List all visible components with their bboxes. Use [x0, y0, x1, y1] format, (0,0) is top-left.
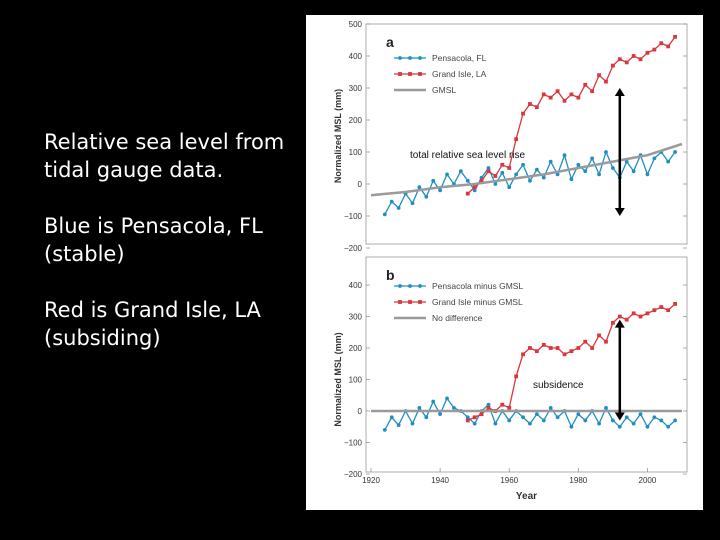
panel-a-point-pensacola-fl [507, 185, 511, 189]
panel-a-ytick-label: 400 [348, 52, 362, 61]
panel-b-annotation: subsidence [533, 380, 584, 391]
panel-a-legend-label-grand-isle-la: Grand Isle, LA [432, 69, 487, 79]
panel-a-point-pensacola-fl [549, 160, 553, 164]
panel-b-legend-marker [398, 284, 402, 288]
panel-a-point-grand-isle-la [521, 112, 525, 116]
panel-b-point-pensacola-minus-gmsl [666, 425, 670, 429]
panel-b-ytick-label: 300 [348, 312, 362, 322]
panel-b-point-pensacola-minus-gmsl [535, 412, 539, 416]
panel-b-point-pensacola-minus-gmsl [625, 415, 629, 419]
panel-a-legend-label-gmsl: GMSL [432, 85, 457, 95]
panel-b-point-grand-isle-minus-gmsl [583, 340, 587, 344]
panel-b-point-grand-isle-minus-gmsl [673, 302, 677, 306]
panel-b-point-pensacola-minus-gmsl [383, 428, 387, 432]
panel-a-point-grand-isle-la [632, 54, 636, 58]
panel-b-point-grand-isle-minus-gmsl [514, 374, 518, 378]
panel-a-point-pensacola-fl [646, 173, 650, 177]
panel-b-point-grand-isle-minus-gmsl [652, 308, 656, 312]
panel-a-point-grand-isle-la [514, 137, 518, 141]
panel-b-legend-marker [408, 300, 412, 304]
panel-a-point-pensacola-fl [466, 179, 470, 183]
panel-a-point-grand-isle-la [666, 45, 670, 49]
panel-a-legend-marker [418, 56, 422, 60]
panel-a-ytick-label: −100 [343, 212, 362, 221]
panel-b-point-pensacola-minus-gmsl [604, 406, 608, 410]
panel-a-legend-marker [418, 72, 422, 76]
panel-b-arrow-head-down [615, 412, 625, 420]
panel-a-point-pensacola-fl [563, 153, 567, 157]
panel-b-point-grand-isle-minus-gmsl [570, 349, 574, 353]
panel-b-point-grand-isle-minus-gmsl [590, 346, 594, 350]
panel-b-point-pensacola-minus-gmsl [659, 419, 663, 423]
panel-a-point-pensacola-fl [438, 189, 442, 193]
panel-b-letter: b [386, 267, 395, 283]
panel-b-point-grand-isle-minus-gmsl [535, 349, 539, 353]
bullet-pensacola: Blue is Pensacola, FL (stable) [44, 214, 263, 266]
panel-b-point-pensacola-minus-gmsl [507, 419, 511, 423]
panel-b-legend-marker [398, 300, 402, 304]
panel-a-point-grand-isle-la [570, 93, 574, 97]
panel-a-point-pensacola-fl [383, 213, 387, 217]
panel-b-point-grand-isle-minus-gmsl [521, 352, 525, 356]
panel-a-point-grand-isle-la [618, 57, 622, 61]
panel-a-point-grand-isle-la [473, 185, 477, 189]
panel-a-point-pensacola-fl [652, 157, 656, 161]
panel-b-point-pensacola-minus-gmsl [452, 406, 456, 410]
panel-b-point-grand-isle-minus-gmsl [597, 334, 601, 338]
panel-b-legend-marker [418, 284, 422, 288]
panel-b-point-grand-isle-minus-gmsl [576, 346, 580, 350]
panel-a-ytick-label: 100 [348, 148, 362, 157]
panel-a-point-grand-isle-la [590, 89, 594, 93]
panel-a-point-pensacola-fl [431, 179, 435, 183]
panel-b-point-grand-isle-minus-gmsl [625, 318, 629, 322]
panel-a-point-pensacola-fl [514, 173, 518, 177]
panel-a-point-pensacola-fl [590, 157, 594, 161]
panel-a-point-grand-isle-la [597, 73, 601, 77]
panel-b-point-pensacola-minus-gmsl [445, 397, 449, 401]
panel-a-point-grand-isle-la [507, 166, 511, 170]
panel-a-point-pensacola-fl [459, 169, 463, 173]
panel-a-point-grand-isle-la [542, 93, 546, 97]
panel-b-xtick-label: 2000 [638, 476, 657, 485]
panel-a-point-grand-isle-la [583, 83, 587, 87]
panel-b-legend-label-no-difference: No difference [432, 313, 483, 323]
slide-text [44, 128, 289, 380]
panel-a-point-grand-isle-la [673, 35, 677, 39]
panel-b-ytick-label: −100 [343, 438, 362, 448]
panel-a-ytick-label: 200 [348, 116, 362, 125]
panel-b-point-pensacola-minus-gmsl [424, 415, 428, 419]
panel-b-point-pensacola-minus-gmsl [473, 422, 477, 426]
panel-a-legend-label-pensacola-fl: Pensacola, FL [432, 53, 487, 63]
panel-a-point-grand-isle-la [604, 80, 608, 84]
panel-b-point-grand-isle-minus-gmsl [473, 415, 477, 419]
panel-a-ytick-label: 0 [357, 180, 362, 189]
panel-a-arrow-head-down [615, 208, 625, 216]
panel-b-ytick-label: −200 [343, 470, 362, 479]
panel-b-xtick-label: 1940 [431, 476, 450, 485]
bullet-intro: Relative sea level from tidal gauge data. [44, 130, 285, 182]
panel-a-point-pensacola-fl [535, 168, 539, 172]
panel-b-point-grand-isle-minus-gmsl [480, 412, 484, 416]
panel-b-point-pensacola-minus-gmsl [652, 415, 656, 419]
panel-a-point-pensacola-fl [542, 176, 546, 180]
panel-a-point-pensacola-fl [570, 177, 574, 181]
panel-a-point-grand-isle-la [652, 48, 656, 52]
panel-a-point-pensacola-fl [576, 163, 580, 167]
panel-b-series-grand-isle-minus-gmsl-line [468, 304, 675, 421]
panel-b-point-grand-isle-minus-gmsl [466, 419, 470, 423]
panel-a-ytick-label: −200 [343, 244, 362, 253]
panel-b-point-grand-isle-minus-gmsl [618, 315, 622, 319]
panel-a-legend-marker [398, 56, 402, 60]
panel-b-legend-marker [418, 300, 422, 304]
panel-a-point-pensacola-fl [604, 150, 608, 154]
panel-b-point-pensacola-minus-gmsl [411, 422, 415, 426]
panel-b-frame [366, 257, 687, 472]
panel-b-point-grand-isle-minus-gmsl [542, 343, 546, 347]
panel-b-point-pensacola-minus-gmsl [618, 425, 622, 429]
panel-b-point-grand-isle-minus-gmsl [487, 406, 491, 410]
panel-b-point-pensacola-minus-gmsl [597, 422, 601, 426]
panel-b-legend-label-pensacola-minus-gmsl: Pensacola minus GMSL [432, 281, 524, 291]
panel-a-ytick-label: 500 [348, 20, 362, 29]
panel-a-point-pensacola-fl [424, 195, 428, 199]
sea-level-figure [306, 15, 703, 510]
panel-a-point-grand-isle-la [528, 102, 532, 106]
panel-b-ytick-label: 0 [357, 407, 362, 416]
panel-b-xtick-label: 1960 [500, 476, 519, 485]
panel-b-ytick-label: 200 [348, 344, 362, 353]
panel-a-point-pensacola-fl [397, 206, 401, 210]
panel-a-point-grand-isle-la [466, 192, 470, 196]
panel-b-ytick-label: 100 [348, 375, 362, 385]
panel-a-point-grand-isle-la [487, 169, 491, 173]
panel-b-point-pensacola-minus-gmsl [494, 422, 498, 426]
panel-a-ytick-label: 300 [348, 84, 362, 93]
panel-b-point-pensacola-minus-gmsl [632, 422, 636, 426]
figure-svg [306, 15, 703, 510]
panel-b-xtick-label: 1980 [569, 476, 588, 485]
bullet-grand-isle: Red is Grand Isle, LA (subsiding) [44, 298, 261, 350]
panel-b-point-grand-isle-minus-gmsl [563, 352, 567, 356]
panel-a-point-pensacola-fl [611, 166, 615, 170]
panel-b-xtick-label: 1920 [362, 476, 380, 485]
panel-b-legend-label-grand-isle-minus-gmsl: Grand Isle minus GMSL [432, 297, 523, 307]
panel-a-point-pensacola-fl [390, 200, 394, 204]
panel-b-arrow-head-up [615, 320, 625, 328]
panel-a-letter: a [386, 34, 394, 50]
panel-b-point-pensacola-minus-gmsl [542, 419, 546, 423]
panel-b-point-pensacola-minus-gmsl [549, 406, 553, 410]
panel-a-point-pensacola-fl [445, 173, 449, 177]
panel-a-point-grand-isle-la [576, 96, 580, 100]
panel-a-point-pensacola-fl [673, 150, 677, 154]
panel-b-point-grand-isle-minus-gmsl [639, 315, 643, 319]
panel-a-point-grand-isle-la [494, 174, 498, 178]
panel-b-point-pensacola-minus-gmsl [576, 412, 580, 416]
panel-a-point-grand-isle-la [659, 41, 663, 45]
panel-a-point-pensacola-fl [500, 171, 504, 175]
panel-b-point-pensacola-minus-gmsl [528, 422, 532, 426]
panel-b-point-pensacola-minus-gmsl [673, 419, 677, 423]
panel-a-point-grand-isle-la [611, 64, 615, 68]
panel-b-point-grand-isle-minus-gmsl [500, 403, 504, 407]
panel-a-annotation: total relative sea level rise [410, 150, 526, 161]
panel-b-point-grand-isle-minus-gmsl [604, 340, 608, 344]
panel-a-point-grand-isle-la [556, 89, 560, 93]
panel-b-ytick-label: 400 [348, 281, 362, 290]
panel-a-legend-marker [408, 72, 412, 76]
panel-a-point-pensacola-fl [583, 169, 587, 173]
panel-b-point-pensacola-minus-gmsl [556, 415, 560, 419]
panel-b-legend-marker [408, 284, 412, 288]
panel-a-point-grand-isle-la [646, 51, 650, 55]
panel-a-point-pensacola-fl [411, 201, 415, 205]
panel-b-point-pensacola-minus-gmsl [431, 400, 435, 404]
panel-a-frame [366, 24, 687, 244]
panel-a-point-grand-isle-la [625, 61, 629, 65]
panel-a-point-grand-isle-la [563, 99, 567, 103]
panel-b-point-pensacola-minus-gmsl [390, 415, 394, 419]
panel-b-ylabel: Normalized MSL (mm) [333, 332, 343, 427]
panel-a-arrow-head-up [615, 88, 625, 96]
panel-b-point-pensacola-minus-gmsl [639, 412, 643, 416]
panel-b-point-grand-isle-minus-gmsl [611, 321, 615, 325]
panel-a-point-pensacola-fl [494, 182, 498, 186]
panel-a-point-grand-isle-la [639, 57, 643, 61]
panel-b-point-grand-isle-minus-gmsl [646, 311, 650, 315]
panel-a-point-pensacola-fl [597, 173, 601, 177]
panel-b-point-pensacola-minus-gmsl [521, 415, 525, 419]
panel-a-point-pensacola-fl [528, 179, 532, 183]
panel-a-legend-marker [408, 56, 412, 60]
panel-b-point-pensacola-minus-gmsl [611, 419, 615, 423]
panel-a-point-pensacola-fl [417, 185, 421, 189]
panel-b-point-pensacola-minus-gmsl [646, 425, 650, 429]
panel-b-point-pensacola-minus-gmsl [438, 412, 442, 416]
panel-b-point-grand-isle-minus-gmsl [549, 346, 553, 350]
panel-b-point-grand-isle-minus-gmsl [632, 311, 636, 315]
panel-b-point-pensacola-minus-gmsl [417, 406, 421, 410]
panel-b-point-grand-isle-minus-gmsl [507, 406, 511, 410]
panel-b-xlabel: Year [515, 491, 538, 502]
panel-b-point-grand-isle-minus-gmsl [528, 346, 532, 350]
panel-a-ylabel: Normalized MSL (mm) [333, 88, 343, 184]
panel-a-point-pensacola-fl [521, 163, 525, 167]
panel-b-point-grand-isle-minus-gmsl [666, 308, 670, 312]
panel-a-point-grand-isle-la [549, 96, 553, 100]
panel-b-point-grand-isle-minus-gmsl [659, 305, 663, 309]
panel-a-series-pensacola-fl-line [385, 152, 675, 214]
panel-b-point-grand-isle-minus-gmsl [556, 346, 560, 350]
panel-a-point-grand-isle-la [500, 163, 504, 167]
panel-b-point-pensacola-minus-gmsl [570, 425, 574, 429]
panel-a-legend-marker [398, 72, 402, 76]
panel-a-point-grand-isle-la [535, 105, 539, 109]
panel-b-point-pensacola-minus-gmsl [583, 419, 587, 423]
panel-a-point-pensacola-fl [632, 169, 636, 173]
panel-b-point-pensacola-minus-gmsl [397, 423, 401, 427]
panel-a-point-pensacola-fl [666, 160, 670, 164]
